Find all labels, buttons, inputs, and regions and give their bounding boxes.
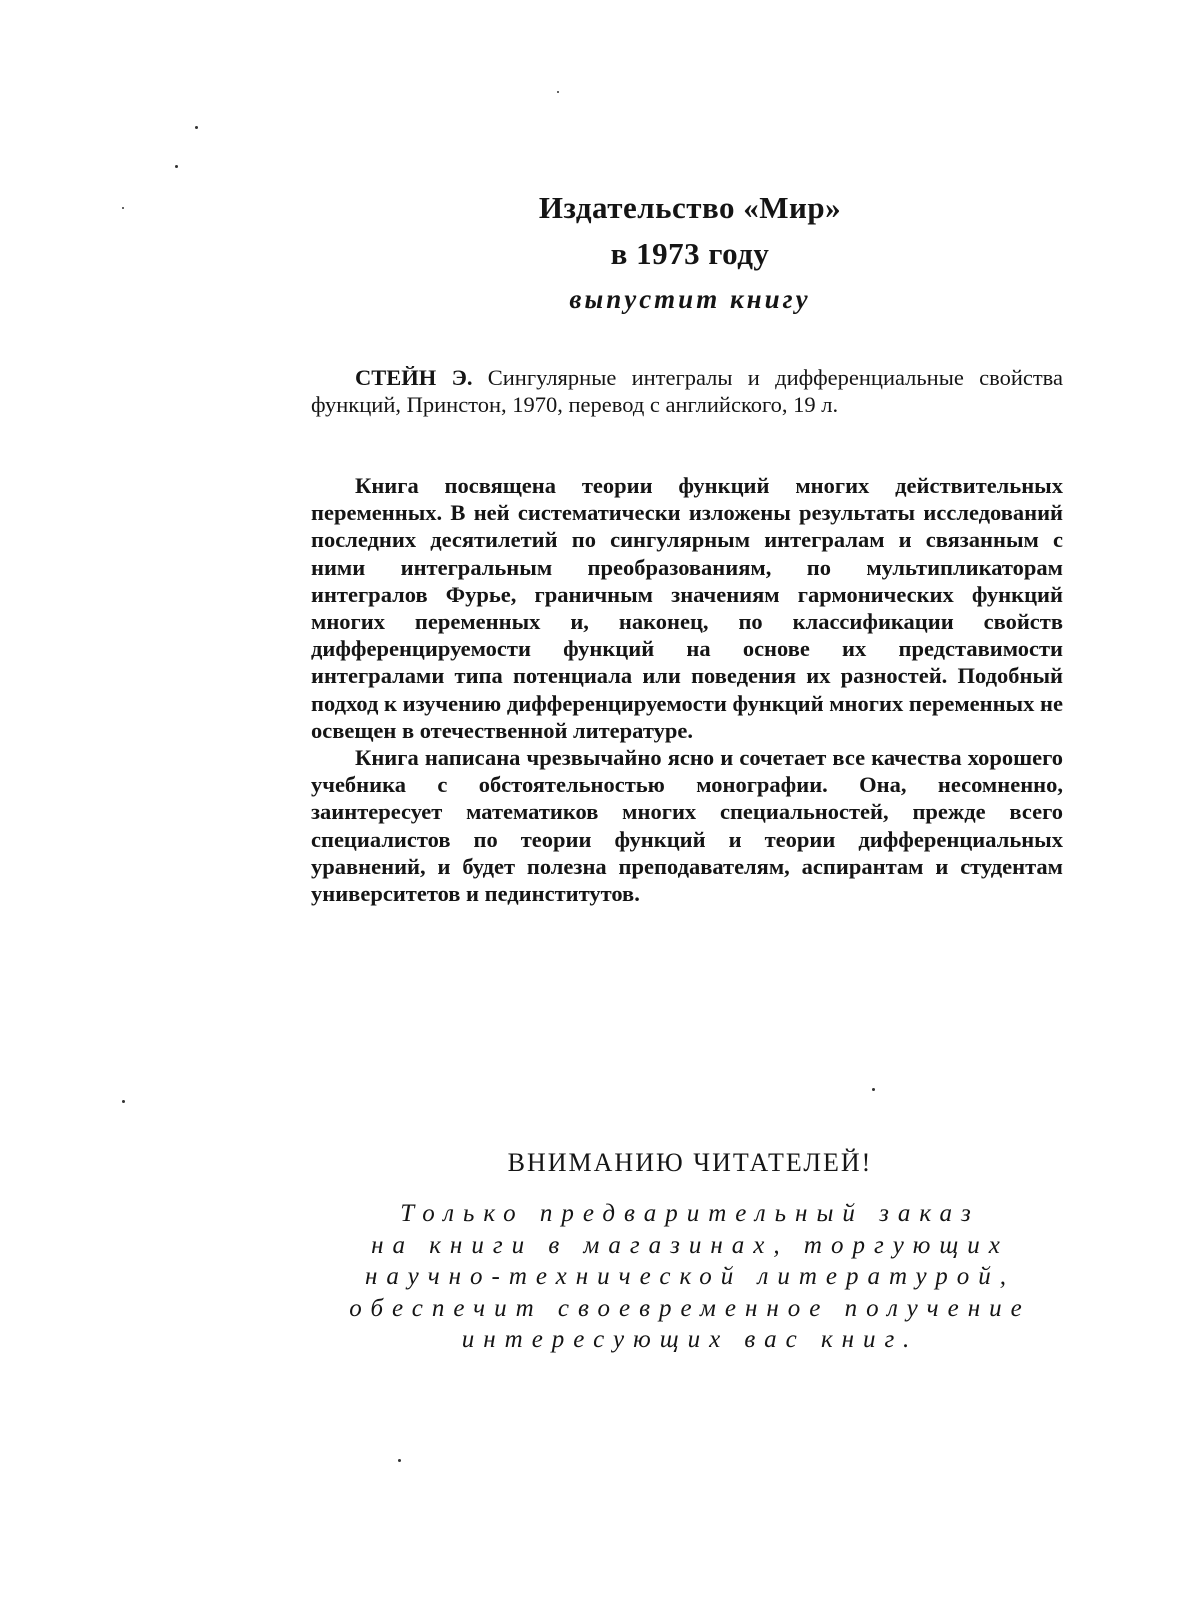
scan-speck (122, 1100, 125, 1103)
publication-year: в 1973 году (610, 236, 770, 271)
publisher-header (310, 185, 1070, 321)
notice-line: интересующих вас книг. (461, 1326, 919, 1353)
notice-line: научно-технической литературой, (365, 1263, 1015, 1290)
notice-body (310, 1198, 1070, 1356)
announcement-subtitle: выпустит книгу (569, 284, 811, 314)
description-paragraph: Книга написана чрезвычайно ясно и сочетает все качества хорошего учебника с обстоятельностью монографии. Она, несомненно, заинтересует математиков многих специальностей, прежде всего специалистов по теории функций и теории дифференциальных уравнений, и будет полезна преподавателям, аспирантам и студентам университетов и пединститутов. (311, 745, 1063, 907)
publisher-name: Издательство «Мир» (538, 190, 842, 225)
scan-speck (195, 126, 198, 129)
notice-line: на книги в магазинах, торгующих (371, 1231, 1009, 1259)
scan-speck (122, 207, 124, 209)
description-paragraph: Книга посвящена теории функций многих действительных переменных. В ней систематически изложены результаты исследований последних десятилетий по сингулярным интегралам и связанным с ними интегральным преобразованиям, по мультипликаторам интегралов Фурье, граничным значениям гармонических функций многих переменных и, наконец, по классификации свойств дифференцируемости функций на основе их представимости интегралами типа потенциала или поведения их разностей. Подобный подход к изучению дифференцируемости функций многих переменных не освещен в отечественной литературе. (311, 473, 1063, 743)
scan-speck (398, 1459, 401, 1462)
notice-line: Только предварительный заказ (400, 1200, 980, 1227)
book-citation (311, 364, 1063, 418)
notice-title: ВНИМАНИЮ ЧИТАТЕЛЕЙ! (507, 1148, 873, 1177)
book-description (311, 472, 1063, 907)
book-title: Сингулярные интегралы и дифференциальные свойства функций, Принстон, 1970, перевод с английского, 19 л. (311, 365, 1063, 418)
book-author: СТЕЙН Э. (355, 365, 473, 390)
notice-line: обеспечит своевременное получение (349, 1294, 1031, 1322)
scan-speck (175, 165, 178, 168)
scan-speck (872, 1088, 875, 1091)
scan-speck (557, 91, 559, 93)
